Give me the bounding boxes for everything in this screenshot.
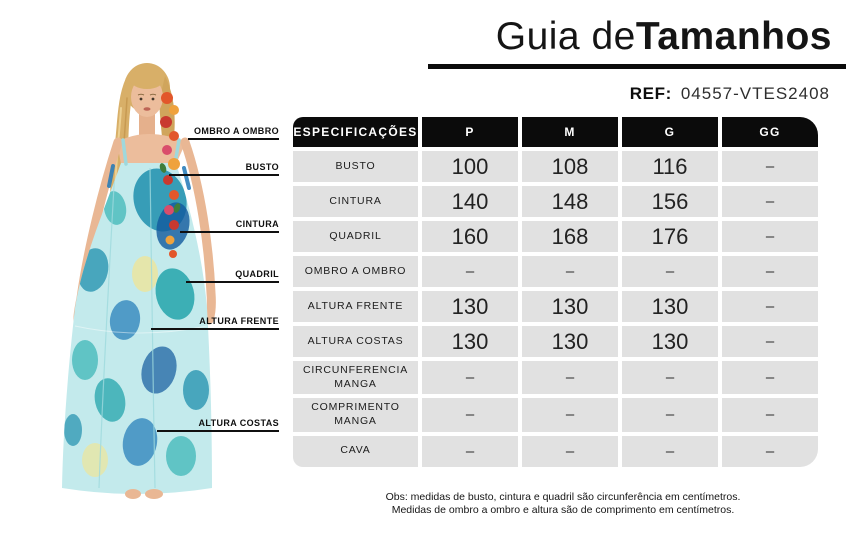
value-cell: – bbox=[422, 361, 518, 394]
size-table bbox=[293, 117, 818, 467]
measure-label-altura-costas bbox=[157, 418, 279, 432]
value-cell: 148 bbox=[522, 186, 618, 217]
table-header-especificacoes: ESPECIFICAÇÕES bbox=[293, 117, 418, 147]
measure-label-altura-frente bbox=[151, 316, 279, 330]
value-cell: 130 bbox=[522, 291, 618, 322]
value-cell: – bbox=[522, 256, 618, 287]
value-cell: 130 bbox=[622, 326, 718, 357]
value-cell: 130 bbox=[422, 291, 518, 322]
title-underline-rule bbox=[428, 64, 846, 69]
value-cell: – bbox=[622, 256, 718, 287]
value-cell: 130 bbox=[522, 326, 618, 357]
measure-pointer-line bbox=[180, 231, 279, 233]
value-cell: – bbox=[522, 398, 618, 431]
measure-label-cintura bbox=[180, 219, 279, 233]
ref-label: REF: bbox=[629, 84, 672, 103]
value-cell: 160 bbox=[422, 221, 518, 252]
value-cell: – bbox=[722, 361, 818, 394]
value-cell: – bbox=[622, 436, 718, 467]
spec-cell: OMBRO A OMBRO bbox=[293, 256, 418, 287]
table-header-size-m: M bbox=[522, 117, 618, 147]
value-cell: – bbox=[522, 436, 618, 467]
table-header-size-g: G bbox=[622, 117, 718, 147]
measure-pointer-line bbox=[188, 138, 279, 140]
measure-label-busto bbox=[169, 162, 279, 176]
value-cell: – bbox=[722, 221, 818, 252]
value-cell: – bbox=[722, 436, 818, 467]
value-cell: – bbox=[422, 436, 518, 467]
measure-pointer-line bbox=[151, 328, 279, 330]
value-cell: 156 bbox=[622, 186, 718, 217]
measure-label-quadril bbox=[186, 269, 279, 283]
ref-line bbox=[630, 84, 830, 104]
value-cell: – bbox=[622, 398, 718, 431]
measure-label-ombro-a-ombro bbox=[188, 126, 279, 140]
value-cell: 176 bbox=[622, 221, 718, 252]
value-cell: – bbox=[722, 291, 818, 322]
footer-note-line1: Obs: medidas de busto, cintura e quadril são circunferência em centímetros. bbox=[385, 491, 741, 503]
spec-cell: QUADRIL bbox=[293, 221, 418, 252]
value-cell: 168 bbox=[522, 221, 618, 252]
value-cell: – bbox=[622, 361, 718, 394]
footer-note-line2: Medidas de ombro a ombro e altura são de comprimento em centímetros. bbox=[391, 503, 735, 516]
value-cell: – bbox=[422, 256, 518, 287]
value-cell: – bbox=[722, 398, 818, 431]
measure-label-text: ALTURA FRENTE bbox=[199, 316, 279, 326]
value-cell: – bbox=[722, 256, 818, 287]
value-cell: – bbox=[722, 151, 818, 182]
spec-cell: COMPRIMENTO MANGA bbox=[293, 398, 418, 431]
value-cell: – bbox=[722, 186, 818, 217]
measure-pointer-line bbox=[186, 281, 279, 283]
value-cell: – bbox=[422, 398, 518, 431]
table-header-size-p: P bbox=[422, 117, 518, 147]
measure-label-text: QUADRIL bbox=[235, 269, 279, 279]
spec-cell: CINTURA bbox=[293, 186, 418, 217]
spec-cell: BUSTO bbox=[293, 151, 418, 182]
spec-cell: CIRCUNFERENCIA MANGA bbox=[293, 361, 418, 394]
face bbox=[130, 69, 164, 117]
value-cell: – bbox=[722, 326, 818, 357]
value-cell: – bbox=[522, 361, 618, 394]
ref-value: 04557-VTES2408 bbox=[680, 84, 830, 103]
measure-label-text: OMBRO A OMBRO bbox=[193, 126, 279, 136]
value-cell: 100 bbox=[422, 151, 518, 182]
measure-label-text: ALTURA COSTAS bbox=[198, 418, 279, 428]
value-cell: 130 bbox=[622, 291, 718, 322]
table-header-size-gg: GG bbox=[722, 117, 818, 147]
page-title bbox=[496, 17, 832, 58]
spec-cell: CAVA bbox=[293, 436, 418, 467]
measure-pointer-line bbox=[157, 430, 279, 432]
measure-pointer-line bbox=[169, 174, 279, 176]
spec-cell: ALTURA COSTAS bbox=[293, 326, 418, 357]
spec-cell: ALTURA FRENTE bbox=[293, 291, 418, 322]
footer-notes bbox=[293, 491, 833, 516]
page-title-bold: Tamanhos bbox=[635, 15, 832, 58]
value-cell: 130 bbox=[422, 326, 518, 357]
value-cell: 140 bbox=[422, 186, 518, 217]
value-cell: 116 bbox=[622, 151, 718, 182]
measure-label-text: CINTURA bbox=[235, 219, 279, 229]
value-cell: 108 bbox=[522, 151, 618, 182]
page-title-light: Guia de bbox=[495, 15, 636, 58]
measure-label-text: BUSTO bbox=[245, 162, 279, 172]
